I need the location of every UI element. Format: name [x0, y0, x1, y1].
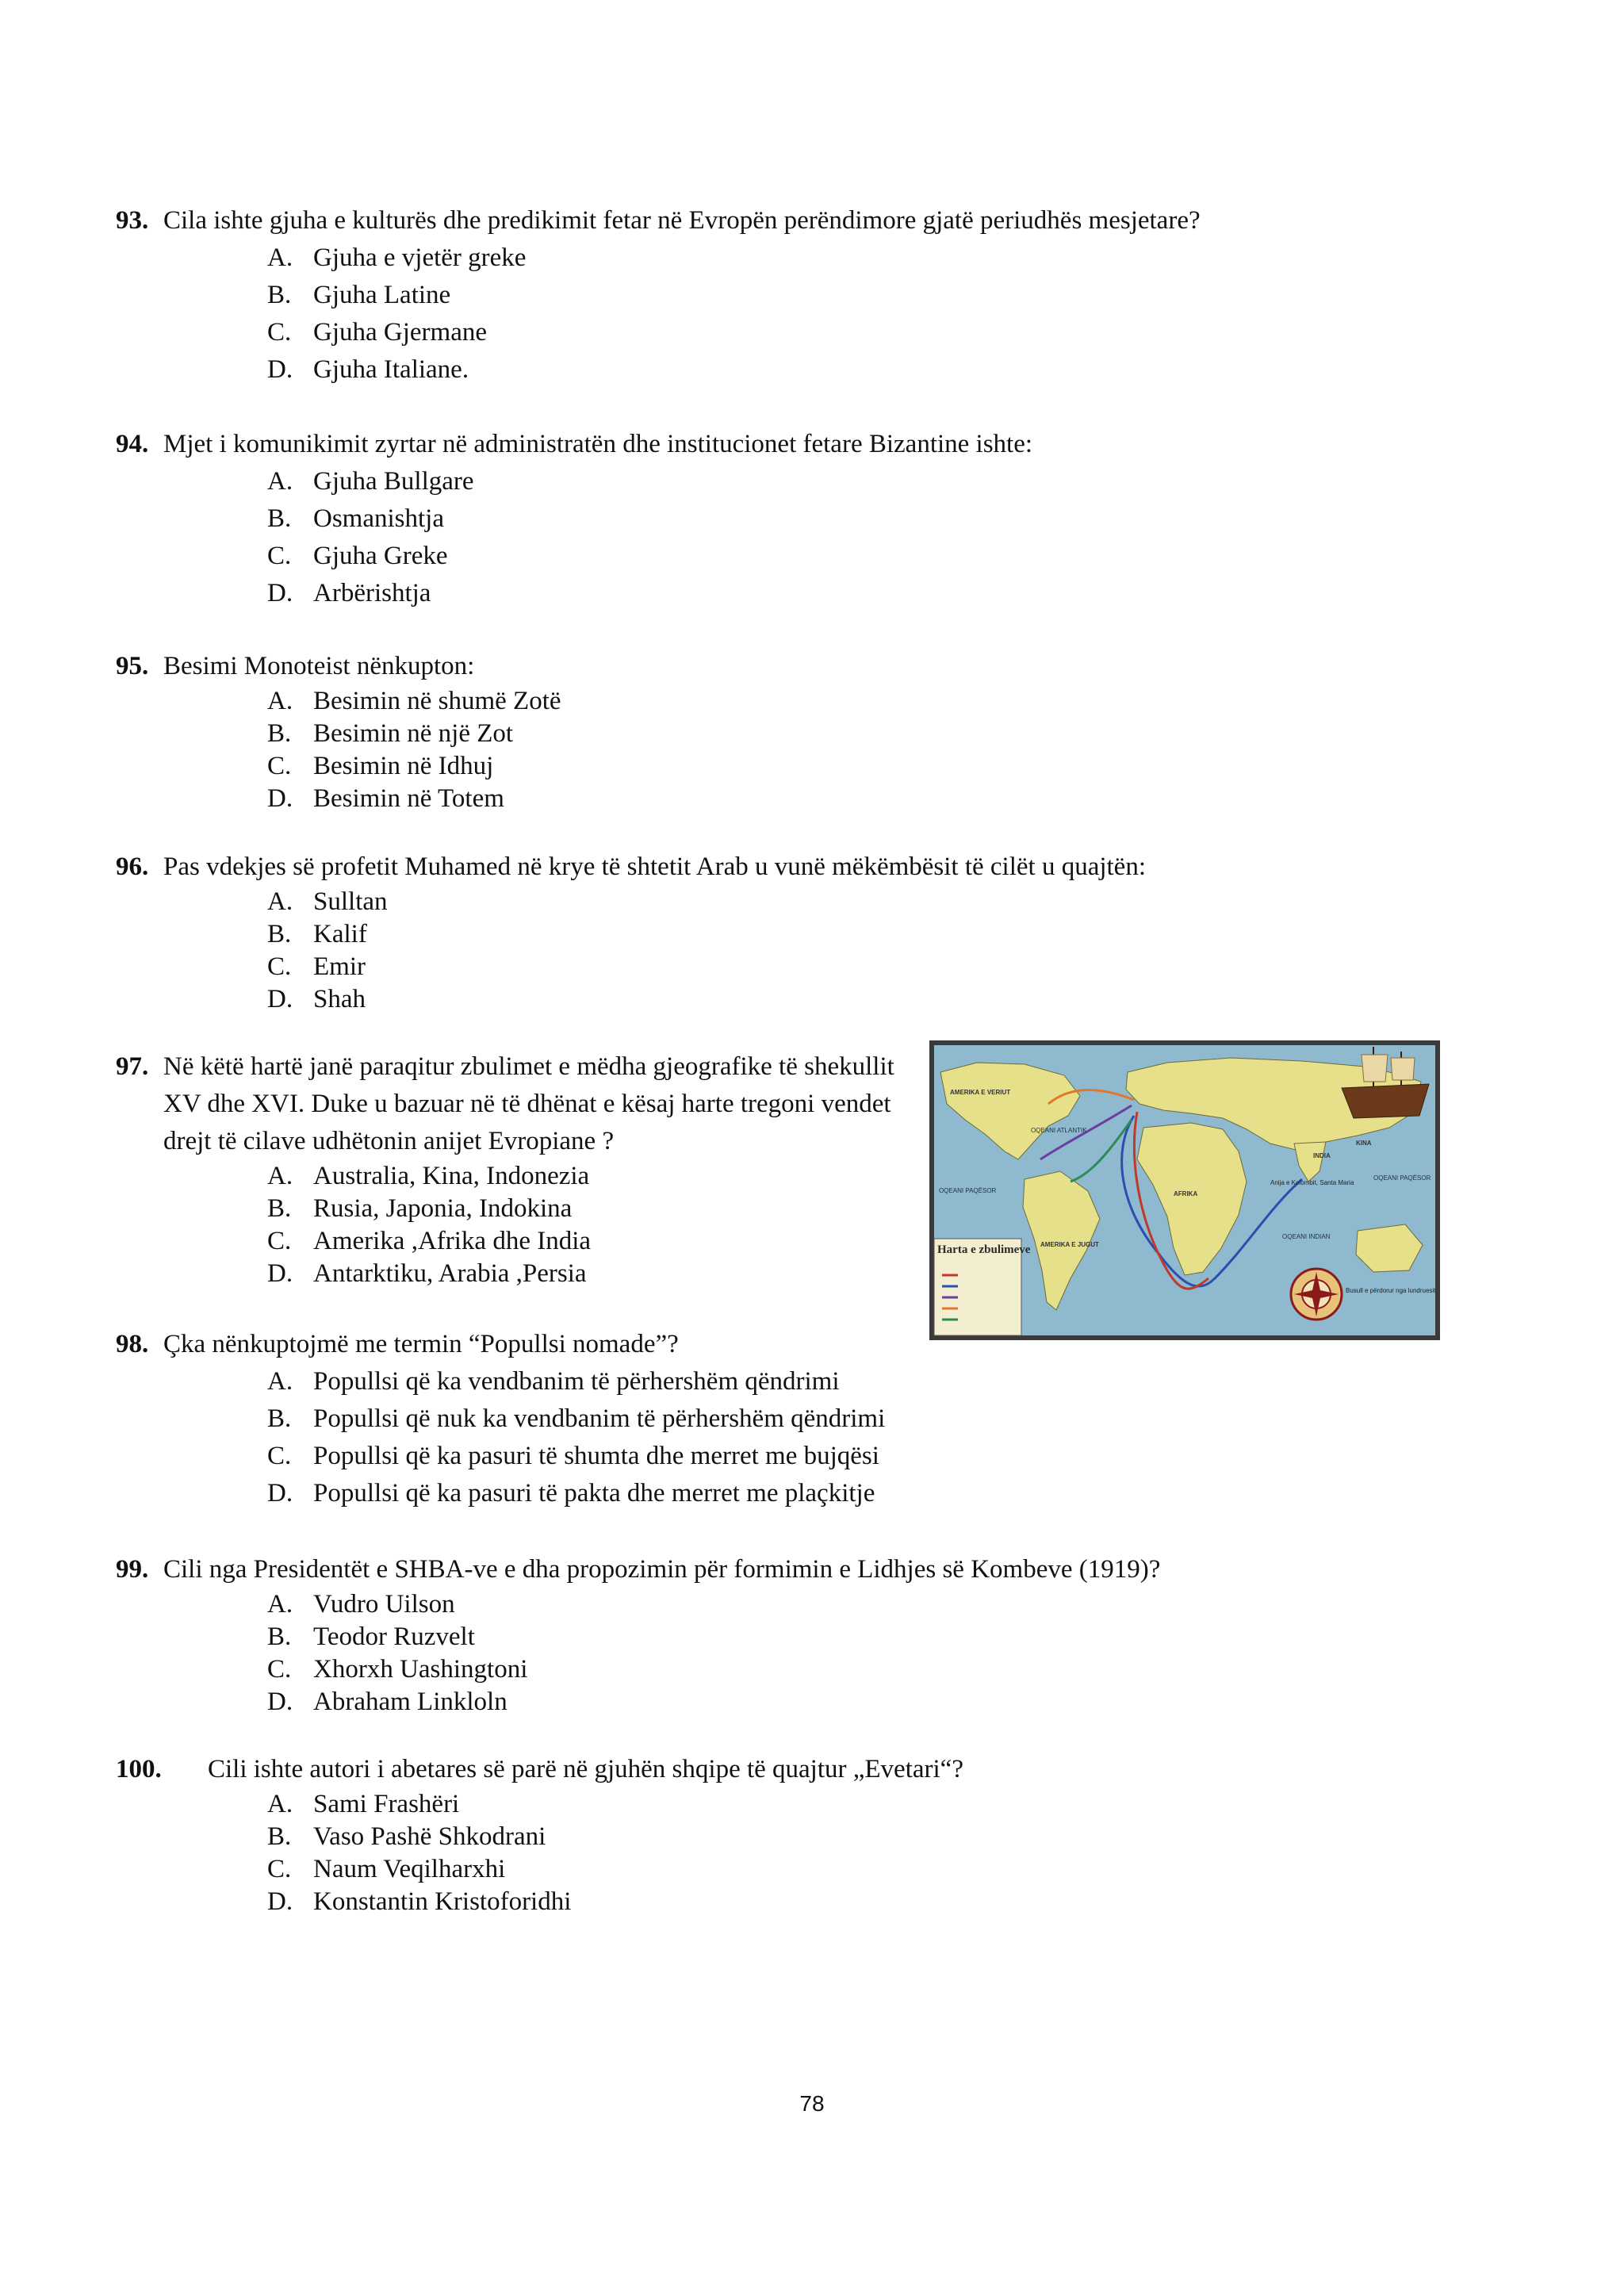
label-india: INDIA — [1313, 1152, 1331, 1159]
option-letter: B. — [267, 1622, 292, 1651]
question-text: Cili nga Presidentët e SHBA-ve e dha propozimin për formimin e Lidhjes së Kombeve (1919)? — [163, 1555, 1161, 1584]
option-text: Besimin në një Zot — [313, 719, 514, 748]
question-number: 95. — [116, 652, 149, 680]
option-letter: D. — [267, 579, 293, 607]
option-text: Besimin në shumë Zotë — [313, 687, 561, 715]
option-text: Shah — [313, 985, 366, 1013]
option-text: Besimin në Totem — [313, 784, 504, 813]
question-96 — [116, 849, 1146, 1016]
label-atlantic: OQEANI ATLANTIK — [1031, 1127, 1087, 1134]
option-text: Popullsi që ka vendbanim të përhershëm qëndrimi — [313, 1367, 840, 1396]
option-a — [267, 1363, 885, 1400]
option-text: Gjuha e vjetër greke — [313, 243, 527, 272]
option-d — [267, 983, 1146, 1016]
option-letter: B. — [267, 1822, 292, 1851]
option-letter: A. — [267, 1790, 293, 1818]
option-letter: C. — [267, 752, 292, 780]
option-letter: A. — [267, 1367, 293, 1396]
option-letter: A. — [267, 243, 293, 272]
option-letter: B. — [267, 504, 292, 533]
option-letter: A. — [267, 887, 293, 916]
option-text: Besimin në Idhuj — [313, 752, 494, 780]
label-compass: Busull e përdorur nga lundruesit — [1346, 1287, 1436, 1294]
option-d — [267, 575, 1032, 612]
option-a — [267, 1160, 909, 1193]
option-letter: B. — [267, 719, 292, 748]
option-text: Gjuha Greke — [313, 542, 448, 570]
question-98 — [116, 1326, 885, 1512]
question-number: 96. — [116, 852, 149, 881]
option-b — [267, 1400, 885, 1438]
option-text: Arbërishtja — [313, 579, 431, 607]
label-indian-ocean: OQEANI INDIAN — [1282, 1233, 1331, 1240]
option-a — [267, 1588, 1160, 1621]
option-text: Popullsi që ka pasuri të shumta dhe merret me bujqësi — [313, 1442, 879, 1470]
option-text: Popullsi që ka pasuri të pakta dhe merret me plaçkitje — [313, 1479, 875, 1508]
option-text: Gjuha Bullgare — [313, 467, 474, 496]
option-letter: D. — [267, 1688, 293, 1716]
question-text: Pas vdekjes së profetit Muhamed në krye të shtetit Arab u vunë mëkëmbësit të cilët u quajtën: — [163, 852, 1146, 881]
question-number: 98. — [116, 1330, 149, 1358]
option-c — [267, 750, 561, 783]
option-text: Osmanishtja — [313, 504, 444, 533]
label-north-america: AMERIKA E VERIUT — [950, 1089, 1011, 1096]
option-b — [267, 1821, 963, 1853]
option-text: Emir — [313, 952, 366, 981]
question-number: 93. — [116, 206, 149, 235]
option-a — [267, 886, 1146, 918]
option-text: Rusia, Japonia, Indokina — [313, 1194, 573, 1223]
option-text: Vudro Uilson — [313, 1590, 455, 1619]
option-c — [267, 314, 1201, 351]
question-95 — [116, 648, 561, 815]
option-letter: B. — [267, 281, 292, 309]
option-d — [267, 351, 1201, 389]
option-d — [267, 1258, 909, 1290]
label-china: KINA — [1356, 1140, 1372, 1147]
option-letter: C. — [267, 1442, 292, 1470]
option-letter: B. — [267, 1404, 292, 1433]
option-text: Popullsi që nuk ka vendbanim të përhershëm qëndrimi — [313, 1404, 886, 1433]
option-text: Antarktiku, Arabia ,Persia — [313, 1259, 587, 1288]
question-text: Mjet i komunikimit zyrtar në administratën dhe institucionet fetare Bizantine ishte: — [163, 430, 1033, 458]
option-text: Abraham Linkloln — [313, 1688, 508, 1716]
option-a — [267, 463, 1032, 500]
option-text: Teodor Ruzvelt — [313, 1622, 475, 1651]
option-letter: B. — [267, 1194, 292, 1223]
question-93 — [116, 202, 1201, 389]
option-text: Gjuha Latine — [313, 281, 451, 309]
option-letter: A. — [267, 1162, 293, 1190]
option-letter: A. — [267, 467, 293, 496]
question-100 — [116, 1751, 963, 1918]
question-text: Cili ishte autori i abetares së parë në gjuhën shqipe të quajtur „Evetari“? — [208, 1755, 963, 1783]
option-letter: D. — [267, 985, 293, 1013]
label-pacific-west: OQEANI PAQËSOR — [939, 1187, 997, 1194]
option-text: Gjuha Italiane. — [313, 355, 469, 384]
option-d — [267, 783, 561, 815]
question-number: 100. — [116, 1755, 162, 1783]
option-letter: D. — [267, 1479, 293, 1508]
option-text: Australia, Kina, Indonezia — [313, 1162, 590, 1190]
option-letter: D. — [267, 784, 293, 813]
option-c — [267, 1853, 963, 1886]
question-text: Çka nënkuptojmë me termin “Popullsi nomade”? — [163, 1330, 679, 1358]
option-d — [267, 1475, 885, 1512]
option-letter: C. — [267, 1855, 292, 1883]
option-letter: D. — [267, 1887, 293, 1916]
question-99 — [116, 1551, 1160, 1718]
option-d — [267, 1686, 1160, 1718]
option-b — [267, 277, 1201, 314]
option-letter: C. — [267, 1227, 292, 1255]
option-b — [267, 1621, 1160, 1653]
option-b — [267, 1193, 909, 1225]
option-letter: A. — [267, 687, 293, 715]
question-text: Në këtë hartë janë paraqitur zbulimet e mëdha gjeografike të shekullit XV dhe XVI. Duke u bazuar në të dhënat e kësaj harte tregoni vendet drejt të cilave udhëtonin anijet Evropiane ? — [163, 1052, 902, 1155]
option-text: Sami Frashëri — [313, 1790, 460, 1818]
option-letter: C. — [267, 542, 292, 570]
option-letter: C. — [267, 318, 292, 347]
option-c — [267, 1653, 1160, 1686]
question-94 — [116, 426, 1032, 612]
option-text: Xhorxh Uashingtoni — [313, 1655, 528, 1684]
option-letter: C. — [267, 952, 292, 981]
option-text: Konstantin Kristoforidhi — [313, 1887, 572, 1916]
label-africa: AFRIKA — [1174, 1190, 1198, 1197]
option-text: Amerika ,Afrika dhe India — [313, 1227, 592, 1255]
option-a — [267, 1788, 963, 1821]
option-c — [267, 1438, 885, 1475]
option-b — [267, 918, 1146, 951]
label-ship: Anija e Kolombit, Santa Maria — [1270, 1179, 1354, 1186]
question-text: Besimi Monoteist nënkupton: — [163, 652, 475, 680]
option-text: Vaso Pashë Shkodrani — [313, 1822, 546, 1851]
option-text: Kalif — [313, 920, 367, 948]
question-number: 97. — [116, 1052, 149, 1081]
option-letter: A. — [267, 1590, 293, 1619]
option-a — [267, 685, 561, 718]
option-letter: C. — [267, 1655, 292, 1684]
option-letter: B. — [267, 920, 292, 948]
option-b — [267, 718, 561, 750]
option-text: Naum Veqilharxhi — [313, 1855, 506, 1883]
option-d — [267, 1886, 963, 1918]
question-number: 94. — [116, 430, 149, 458]
map-title: Harta e zbulimeve — [937, 1243, 1031, 1256]
discoveries-map — [929, 1040, 1440, 1340]
option-text: Gjuha Gjermane — [313, 318, 487, 347]
label-south-america: AMERIKA E JUGUT — [1040, 1241, 1099, 1248]
option-b — [267, 500, 1032, 538]
option-text: Sulltan — [313, 887, 388, 916]
question-97 — [116, 1048, 909, 1290]
option-letter: D. — [267, 355, 293, 384]
question-text: Cila ishte gjuha e kulturës dhe predikimit fetar në Evropën perëndimore gjatë periudhës mesjetare? — [163, 206, 1201, 235]
compass-illustration — [1291, 1269, 1342, 1320]
option-a — [267, 239, 1201, 277]
option-letter: D. — [267, 1259, 293, 1288]
option-c — [267, 538, 1032, 575]
option-c — [267, 951, 1146, 983]
label-pacific-east: OQEANI PAQËSOR — [1373, 1174, 1431, 1182]
page-number: 78 — [799, 2091, 825, 2116]
option-c — [267, 1225, 909, 1258]
question-number: 99. — [116, 1555, 149, 1584]
